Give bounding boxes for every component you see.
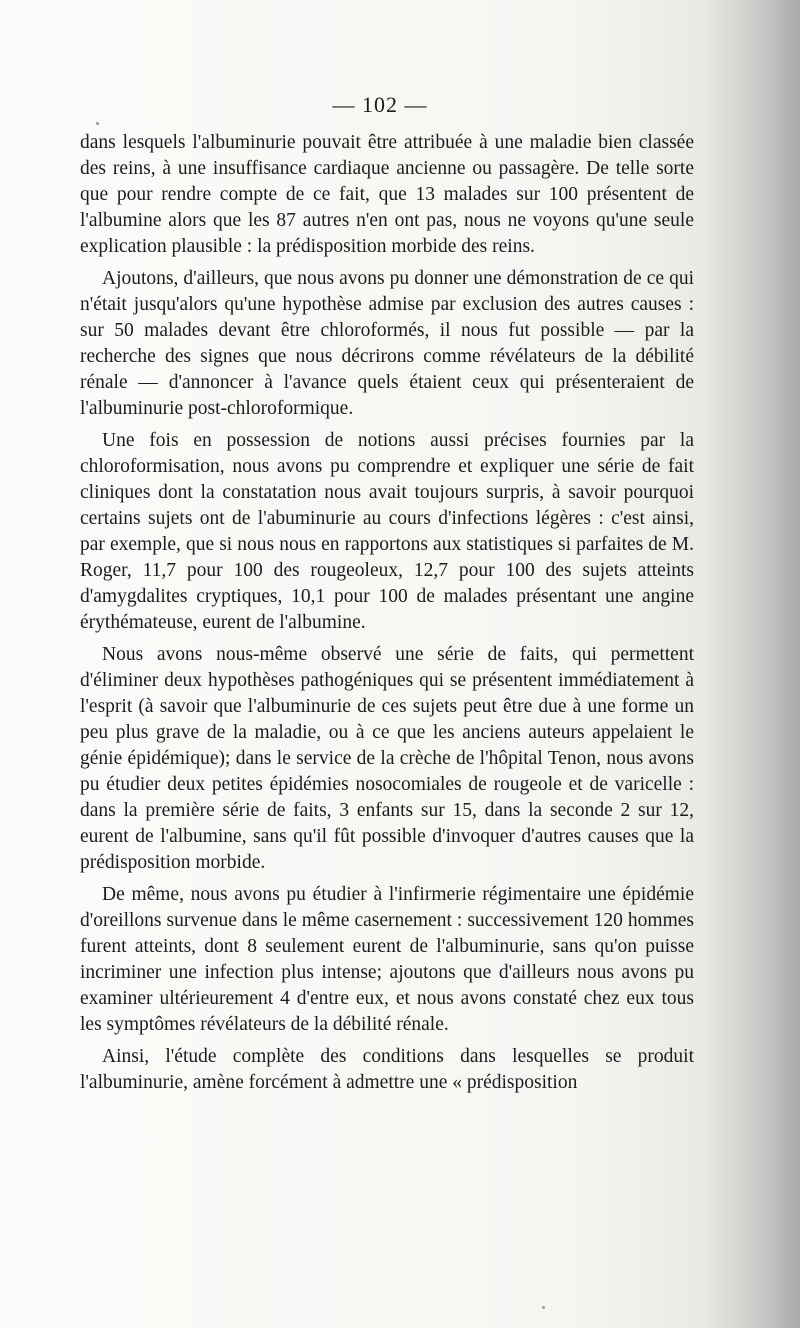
paragraph-1: dans lesquels l'albuminurie pouvait être attribuée à une maladie bien classée des reins, à une insuffisance cardiaque ancienne ou passagère. De telle sorte que pour rendre compte de ce fait, que 13 malades sur 100 présentent de l'albumine alors que les 87 autres n'en ont pas, nous ne voyons qu'une seule explication plausible : la prédisposition morbide des reins. <box>80 132 694 257</box>
paper-speck <box>96 122 99 125</box>
paragraph-2: Ajoutons, d'ailleurs, que nous avons pu donner une démonstration de ce qui n'était jusqu'alors qu'une hypothèse admise par exclusion des autres causes : sur 50 malades devant être chloroformés, il nous fut possible — par la recherche des signes que nous décrirons comme révélateurs de la débilité rénale — d'annoncer à l'avance quels étaient ceux qui présenteraient de l'albuminurie post-chloroformique. <box>80 268 694 419</box>
paper-speck <box>542 1306 545 1309</box>
page-number: — 102 — <box>332 92 428 117</box>
body-text <box>80 130 694 1102</box>
paragraph-3: Une fois en possession de notions aussi précises fournies par la chloroformisation, nous avons pu comprendre et expliquer une série de fait cliniques dont la constatation nous avait toujours surpris, à savoir pourquoi certains sujets ont de l'abuminurie au cours d'infections légères : c'est ainsi, par exemple, que si nous nous en rapportons aux statistiques si parfaites de M. Roger, 11,7 pour 100 des rougeoleux, 12,7 pour 100 des sujets atteints d'amygdalites cryptiques, 10,1 pour 100 de malades présentant une angine érythémateuse, eurent de l'albumine. <box>80 430 694 633</box>
paragraph-4: Nous avons nous-même observé une série de faits, qui permettent d'éliminer deux hypothèses pathogéniques qui se présentent immédiatement à l'esprit (à savoir que l'albuminurie de ces sujets peut être due à une forme un peu plus grave de la maladie, ou à ce que les anciens auteurs appelaient le génie épidémique); dans le service de la crèche de l'hôpital Tenon, nous avons pu étudier deux petites épidémies nosocomiales de rougeole et de varicelle : dans la première série de faits, 3 enfants sur 15, dans la seconde 2 sur 12, eurent de l'albumine, sans qu'il fût possible d'invoquer d'autres causes que la prédisposition morbide. <box>80 644 694 873</box>
paragraph-5: De même, nous avons pu étudier à l'infirmerie régimentaire une épidémie d'oreillons survenue dans le même casernement : successivement 120 hommes furent atteints, dont 8 seulement eurent de l'albuminurie, sans qu'on puisse incriminer une infection plus intense; ajoutons que d'ailleurs nous avons pu examiner ultérieurement 4 d'entre eux, et nous avons constaté chez eux tous les symptômes révélateurs de la débilité rénale. <box>80 884 694 1035</box>
paragraph-6: Ainsi, l'étude complète des conditions dans lesquelles se produit l'albuminurie, amène forcément à admettre une « prédisposition <box>80 1046 694 1093</box>
